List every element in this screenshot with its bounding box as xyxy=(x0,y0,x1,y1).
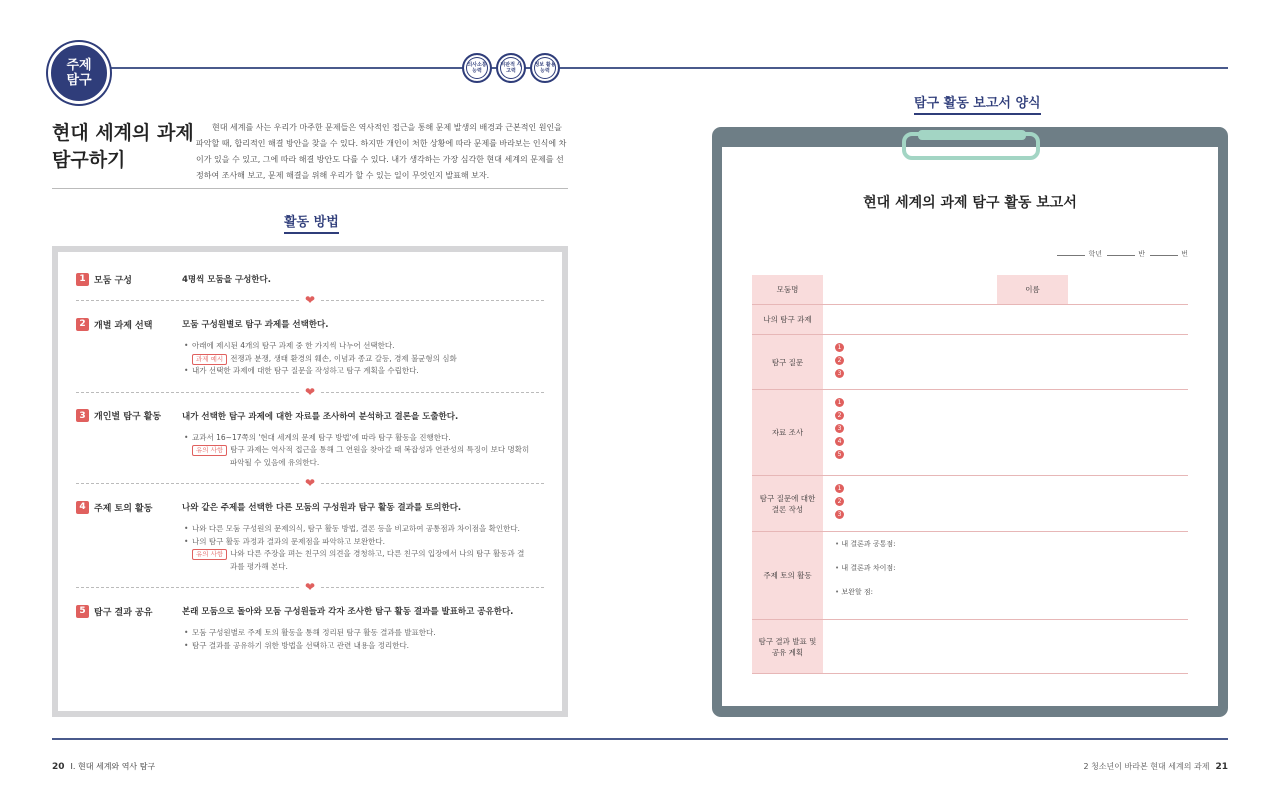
step-number: 3 xyxy=(76,409,89,422)
report-title: 현대 세계의 과제 탐구 활동 보고서 xyxy=(863,195,1077,211)
bullet: • 탐구 결과를 공유하기 위한 방법을 선택하고 관련 내용을 정리한다. xyxy=(184,640,544,653)
step-number: 2 xyxy=(76,318,89,331)
bullet: • 내가 선택한 과제에 대한 탐구 질문을 작성하고 탐구 계획을 수립한다. xyxy=(184,365,544,378)
label-name: 이름 xyxy=(997,275,1068,304)
topic-field[interactable] xyxy=(827,305,1188,334)
method-title: 활동 방법 xyxy=(284,211,339,234)
heart-icon: ❤ xyxy=(301,385,319,399)
bottom-rule xyxy=(52,738,1228,740)
conclusion-field[interactable] xyxy=(827,476,1188,531)
left-chapter: I. 현대 세계와 역사 탐구 xyxy=(70,762,156,771)
number-label: 번 xyxy=(1181,250,1188,258)
step-desc: 모둠 구성원별로 탐구 과제를 선택한다. xyxy=(182,320,329,330)
circle-number: 3 xyxy=(835,424,844,433)
circle-number: 2 xyxy=(835,356,844,365)
grade-label: 학년 xyxy=(1088,250,1102,258)
step-name: 탐구 결과 공유 xyxy=(94,607,153,618)
note-tag: 유의 사항 xyxy=(192,445,227,456)
step-desc: 4명씩 모둠을 구성한다. xyxy=(182,275,271,285)
step-3 xyxy=(76,409,544,470)
row-discussion xyxy=(752,532,1188,620)
label-share-line2: 공유 계획 xyxy=(771,647,804,657)
discussion-improve: • 보완할 점: xyxy=(835,580,1180,604)
step-divider xyxy=(76,580,544,594)
right-chapter: 2 청소년이 바라본 현대 세계의 과제 xyxy=(1083,762,1210,771)
bullet: • 아래에 제시된 4개의 탐구 과제 중 한 가지씩 나누어 선택한다. xyxy=(184,340,544,353)
circle-number: 4 xyxy=(835,437,844,446)
badge-line1: 주제 xyxy=(66,58,92,73)
circle-number: 1 xyxy=(835,484,844,493)
heart-icon: ❤ xyxy=(301,293,319,307)
discussion-field[interactable] xyxy=(827,532,1188,619)
badge-line2: 탐구 xyxy=(66,73,92,88)
label-question: 탐구 질문 xyxy=(752,335,823,389)
row-research xyxy=(752,390,1188,476)
note-line xyxy=(184,444,544,457)
step-desc: 내가 선택한 탐구 과제에 대한 자료를 조사하여 분석하고 결론을 도출한다. xyxy=(182,411,459,422)
heart-icon: ❤ xyxy=(301,476,319,490)
intro-paragraph: 현대 세계를 사는 우리가 마주한 문제들은 역사적인 접근을 통해 문제 발생의 배경과 근본적인 원인을 파악할 때, 합리적인 해결 방안을 찾을 수 있다. 하지만 개인이 처한 상황에 따라 문제를 바라보는 인식에 차이가 있을 수 있고, 그에 따라 해결 방안도 다를 수 있다. 내가 생각하는 가장 심각한 현대 세계의 문제를 선정하여 조사해 보고, 문제 해결을 위해 우리가 할 수 있는 일이 무엇인지 발표해 보자. xyxy=(196,123,567,180)
report-section-title: 탐구 활동 보고서 양식 xyxy=(914,92,1041,115)
label-conclusion-line2: 결론 작성 xyxy=(771,504,804,514)
note-continued: 과를 평가해 본다. xyxy=(230,561,288,571)
title-line2: 탐구하기 xyxy=(52,149,126,171)
label-share xyxy=(752,620,823,673)
name-field[interactable] xyxy=(1072,275,1188,304)
research-field[interactable] xyxy=(827,390,1188,475)
topic-badge xyxy=(48,42,110,104)
footer-left xyxy=(52,761,155,772)
clip-top xyxy=(918,130,1026,140)
competency-critical-thinking: 비판적 사고력 xyxy=(496,53,526,83)
left-page-number: 20 xyxy=(52,762,65,772)
row-conclusion xyxy=(752,476,1188,532)
circle-number: 1 xyxy=(835,343,844,352)
step-1 xyxy=(76,272,544,286)
top-rule xyxy=(52,67,1228,69)
step-name: 주제 토의 활동 xyxy=(94,503,153,514)
discussion-common: • 내 결론과 공통점: xyxy=(835,532,1180,556)
note-line xyxy=(184,548,544,561)
step-4 xyxy=(76,500,544,573)
row-question xyxy=(752,335,1188,390)
bullet: • 나와 다른 모둠 구성원의 문제의식, 탐구 활동 방법, 결론 등을 비교하여 공통점과 차이점을 확인한다. xyxy=(184,523,544,536)
bullet: • 모둠 구성원별로 주제 토의 활동을 통해 정리된 탐구 활동 결과를 발표한다. xyxy=(184,627,544,640)
bullet: • 교과서 16~17쪽의 '현대 세계의 문제 탐구 방법'에 따라 탐구 활동을 진행한다. xyxy=(184,432,544,445)
method-box xyxy=(52,246,568,717)
step-desc: 나와 같은 주제를 선택한 다른 모둠의 구성원과 탐구 활동 결과를 토의한다. xyxy=(182,503,462,513)
circle-number: 2 xyxy=(835,411,844,420)
right-page-number: 21 xyxy=(1215,762,1228,772)
step-desc: 본래 모둠으로 돌아와 모둠 구성원들과 각자 조사한 탐구 활동 결과를 발표하고 공유한다. xyxy=(182,607,514,617)
step-name: 모둠 구성 xyxy=(94,275,132,286)
heart-icon: ❤ xyxy=(301,580,319,594)
intro-divider xyxy=(52,188,568,189)
circle-number: 2 xyxy=(835,497,844,506)
example-tag: 과제 예시 xyxy=(192,354,227,365)
note-tag: 유의 사항 xyxy=(192,549,227,560)
discussion-difference: • 내 결론과 차이점: xyxy=(835,556,1180,580)
step-name: 개별 과제 선택 xyxy=(94,320,153,331)
step-divider xyxy=(76,384,544,399)
grade-class-number xyxy=(1054,249,1188,259)
circle-number: 3 xyxy=(835,369,844,378)
step-name: 개인별 탐구 활동 xyxy=(94,412,162,422)
note-text: 탐구 과제는 역사적 접근을 통해 그 연원을 찾아갈 때 복잡성과 연관성의 특징이 보다 명확히 xyxy=(230,445,530,454)
group-field[interactable] xyxy=(827,275,993,304)
label-conclusion-line1: 탐구 질문에 대한 xyxy=(759,493,816,503)
label-share-line1: 탐구 결과 발표 및 xyxy=(758,636,817,646)
step-number: 5 xyxy=(76,605,89,618)
footer-right xyxy=(1083,761,1228,772)
circle-number: 1 xyxy=(835,398,844,407)
competency-communication: 의사소통 능력 xyxy=(462,53,492,83)
label-discussion: 주제 토의 활동 xyxy=(752,532,823,619)
example-text: 전쟁과 분쟁, 생태 환경의 훼손, 이념과 종교 갈등, 경제 불균형의 심화 xyxy=(230,353,457,363)
label-research: 자료 조사 xyxy=(752,390,823,475)
title-line1: 현대 세계의 과제 xyxy=(52,122,194,144)
step-divider xyxy=(76,476,544,490)
share-field[interactable] xyxy=(827,620,1188,673)
step-number: 1 xyxy=(76,273,89,286)
label-group: 모둠명 xyxy=(752,275,823,304)
competency-badges xyxy=(462,53,560,83)
class-label: 반 xyxy=(1138,250,1145,258)
label-topic: 나의 탐구 과제 xyxy=(752,305,823,334)
row-share xyxy=(752,620,1188,674)
step-5 xyxy=(76,604,544,652)
note-continued: 파악될 수 있음에 유의한다. xyxy=(230,457,320,467)
note-text: 나와 다른 주장을 펴는 친구의 의견을 경청하고, 다른 친구의 입장에서 나의 탐구 활동과 결 xyxy=(230,549,525,558)
page-title xyxy=(52,120,194,174)
step-2 xyxy=(76,317,544,378)
row-group xyxy=(752,275,1188,305)
circle-number: 5 xyxy=(835,450,844,459)
bullet: • 나의 탐구 활동 과정과 결과의 문제점을 파악하고 보완한다. xyxy=(184,536,544,549)
circle-number: 3 xyxy=(835,510,844,519)
report-form xyxy=(752,275,1188,674)
step-number: 4 xyxy=(76,501,89,514)
competency-information: 정보 활용 능력 xyxy=(530,53,560,83)
row-topic xyxy=(752,305,1188,335)
step-divider xyxy=(76,293,544,307)
label-conclusion xyxy=(752,476,823,531)
example-line xyxy=(184,353,544,366)
question-field[interactable] xyxy=(827,335,1188,389)
